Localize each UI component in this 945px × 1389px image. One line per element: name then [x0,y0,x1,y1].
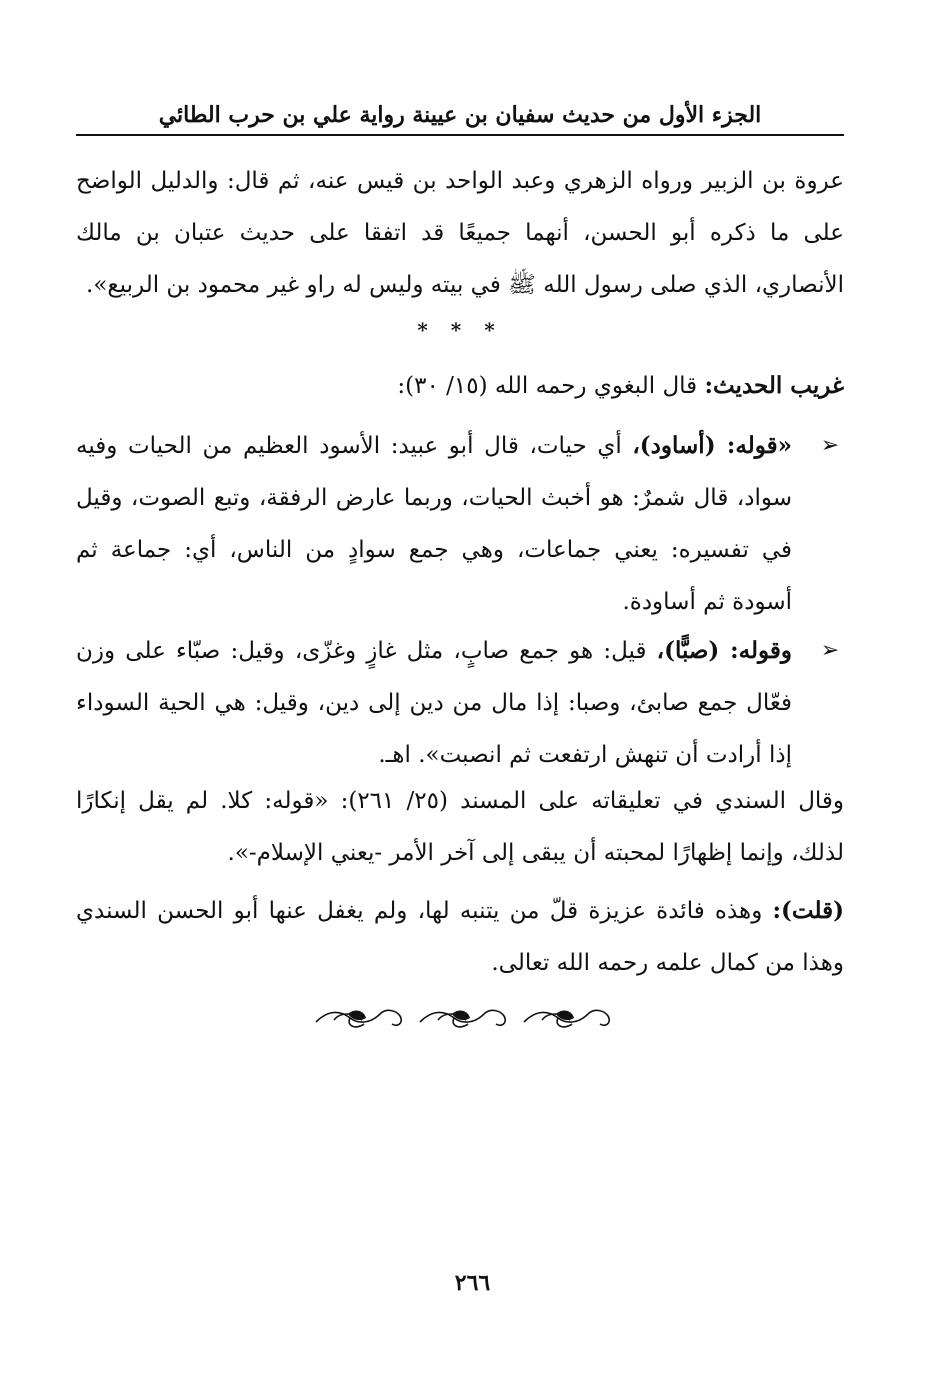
qult-text: وهذه فائدة عزيزة قلّ من يتنبه لها، ولم يغفل عنها أبو الحسن السندي وهذا من كمال علمه رحمه الله تعالى. [76,898,844,976]
arrow-bullet-icon: ➢ [820,638,840,663]
list-item-lead: «قوله: (أساود)، [632,432,792,459]
list-item-text [76,420,792,628]
list-item [76,625,844,781]
header-rule [76,134,844,136]
list-item-text [76,625,792,781]
list-item-lead: وقوله: (صبًّا)، [656,637,792,664]
page-number: ٢٦٦ [454,1270,491,1296]
sindi-paragraph: وقال السندي في تعليقاته على المسند (٢٥/ ٢٦١): «قوله: كلا. لم يقل إنكارًا لذلك، وإنما إظهارًا لمحبته أن يبقى إلى آخر الأمر -يعني الإسلام-». [76,788,845,866]
qult-paragraph [76,885,844,989]
arrow-bullet-icon: ➢ [820,433,840,458]
running-header: الجزء الأول من حديث سفيان بن عيينة رواية علي بن حرب الطائي [158,102,762,128]
qult-lead: (قلت): [772,897,844,924]
gharib-text: قال البغوي رحمه الله (١٥/ ٣٠): [397,373,705,399]
section-separator: * * * [417,318,503,342]
list-item-body: قيل: هو جمع صابٍ، مثل غازٍ وغزّى، وقيل: صبّاء على وزن فعّال جمع صابئ، وصبا: إذا مال من دين إلى دين، وقيل: هي الحية السوداء إذا أرادت أن تنهش ارتفعت ثم انصبت». اهـ. [76,638,792,768]
list-item [76,420,844,628]
list-item-body: أي حيات، قال أبو عبيد: الأسود العظيم من الحيات وفيه سواد، قال شمرٌ: هو أخبث الحيات، وربما عارض الرفقة، وتبع الصوت، وقيل في تفسيره: يعني جماعات، وهي جمع سوادٍ من الناس، أي: جماعة ثم أسودة ثم أساودة. [76,433,792,615]
gharib-label: غريب الحديث: [704,372,844,399]
gharib-heading [76,360,844,412]
floral-divider-icon [310,1000,620,1036]
paragraph-continuation: عروة بن الزبير ورواه الزهري وعبد الواحد بن قيس عنه، ثم قال: والدليل الواضح على ما ذكره أبو الحسن، أنهما جميعًا قد اتفقا على حديث عتبان بن مالك الأنصاري، الذي صلى رسول الله ﷺ في بيته وليس له راو غير محمود بن الربيع». [76,168,844,298]
